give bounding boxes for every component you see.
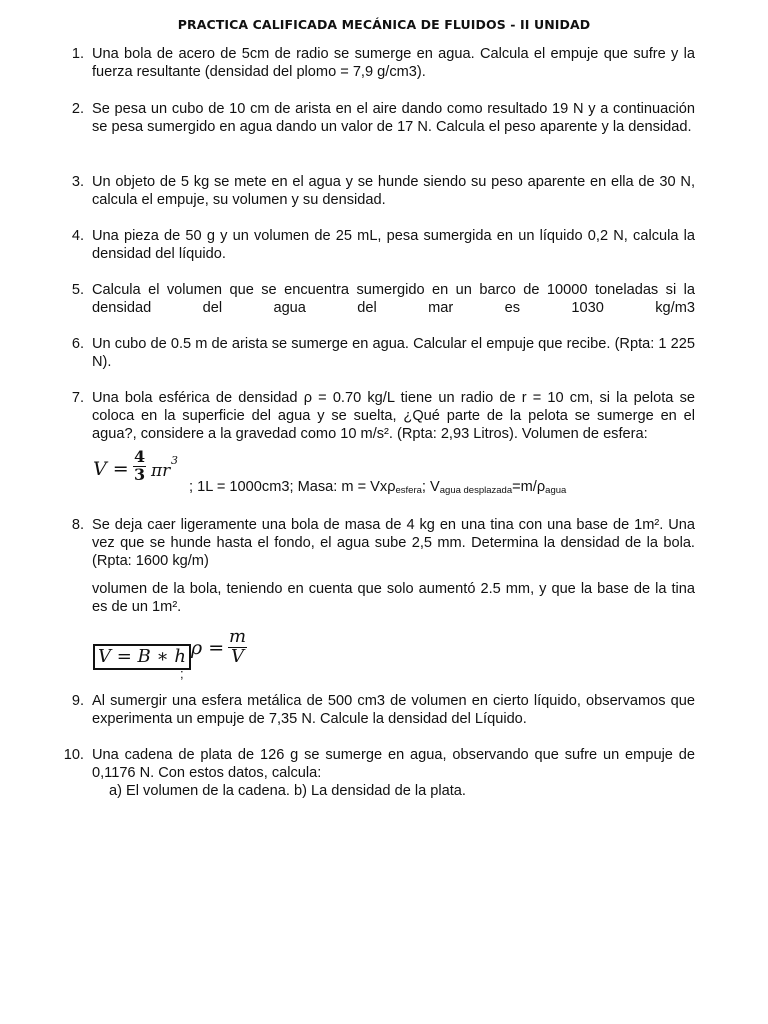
item-text: Una bola esférica de densidad ρ = 0.70 kg/L tiene un radio de r = 10 cm, si la pelota se coloca en la superficie del agua y se suelta, ¿Qué parte de la pelota se sumerge en el agua?, considere a la gravedad como 10 m/s². (Rpta: 2,93 Litros). Volumen de esfera: xyxy=(92,390,695,442)
fraction-numerator: m xyxy=(229,626,247,647)
page-title: PRACTICA CALIFICADA MECÁNICA DE FLUIDOS - II UNIDAD xyxy=(177,17,591,32)
item-text: Calcula el volumen que se encuentra sumergido en un barco de 10000 toneladas si la densidad del agua del mar es 1030 kg/m3 xyxy=(92,282,695,316)
item-number: 2. xyxy=(71,101,84,117)
item-text: Un cubo de 0.5 m de arista se sumerge en agua. Calcular el empuje que recibe. (Rpta: 1 225 N). xyxy=(92,336,695,370)
item-number: 6. xyxy=(71,336,84,352)
item-text: Un objeto de 5 kg se mete en el agua y se hunde siendo su peso aparente en ella de 30 N, calcula el empuje, su volumen y su densidad. xyxy=(92,174,695,208)
item-number: 9. xyxy=(71,693,84,709)
density-formula xyxy=(93,628,293,684)
item-text: Una cadena de plata de 126 g se sumerge en agua, observando que sufre un empuje de 0,1176 N. Con estos datos, calcula: xyxy=(92,747,695,781)
note-text: =m/ρ xyxy=(512,479,546,495)
item-text: Una pieza de 50 g y un volumen de 25 mL, pesa sumergida en un líquido 0,2 N, calcula la densidad del líquido. xyxy=(92,228,695,262)
fraction-denominator: V xyxy=(231,645,245,667)
subscript: agua desplazada xyxy=(439,485,513,496)
formula-notes xyxy=(189,479,566,496)
note-text: ; 1L = 1000cm3; Masa: m = Vxρ xyxy=(189,479,396,495)
item-number: 4. xyxy=(71,228,84,244)
item-number: 1. xyxy=(71,46,84,62)
formula-lhs: V = xyxy=(93,458,129,480)
sphere-volume-formula xyxy=(93,449,703,499)
rho-lhs: ρ = xyxy=(191,637,225,659)
item-number: 7. xyxy=(71,390,84,406)
item-8-extra-text: volumen de la bola, teniendo en cuenta que solo aumentó 2.5 mm, y que la base de la tina es de un 1m². xyxy=(92,581,695,615)
item-10-subitems: a) El volumen de la cadena. b) La densidad de la plata. xyxy=(109,783,466,799)
formula-fraction xyxy=(228,628,247,667)
item-number: 3. xyxy=(71,174,84,190)
item-text: Al sumergir una esfera metálica de 500 cm3 de volumen en cierto líquido, observamos que experimenta un empuje de 7,35 N. Calcule la densidad del Líquido. xyxy=(92,693,695,727)
item-number: 8. xyxy=(71,517,84,533)
fraction-denominator: 3 xyxy=(134,464,146,484)
subscript: esfera xyxy=(395,485,422,496)
item-number: 5. xyxy=(71,282,84,298)
formula-fraction xyxy=(133,449,146,484)
item-text: Se deja caer ligeramente una bola de masa de 4 kg en una tina con una base de 1m². Una vez que se hunde hasta el fondo, el agua sube 2,5 mm. Determina la densidad de la bola. (Rpta: 1600 kg/m) xyxy=(92,517,695,569)
item-number: 10. xyxy=(63,747,84,763)
formula-pi-r: πr xyxy=(151,461,171,481)
subscript: agua xyxy=(545,485,567,496)
note-text: ; V xyxy=(421,479,440,495)
fraction-numerator: 4 xyxy=(134,447,146,466)
item-text: Una bola de acero de 5cm de radio se sumerge en agua. Calcula el empuje que sufre y la fuerza resultante (densidad del plomo = 7,9 g/cm3). xyxy=(92,46,695,80)
formula-exponent: 3 xyxy=(171,454,178,467)
boxed-volume-formula: V = B ∗ h xyxy=(93,644,191,670)
item-text: Se pesa un cubo de 10 cm de arista en el aire dando como resultado 19 N y a continuación se pesa sumergido en agua dando un valor de 17 N. Calcula el peso aparente y la densidad. xyxy=(92,101,695,135)
semicolon: ; xyxy=(180,666,184,681)
